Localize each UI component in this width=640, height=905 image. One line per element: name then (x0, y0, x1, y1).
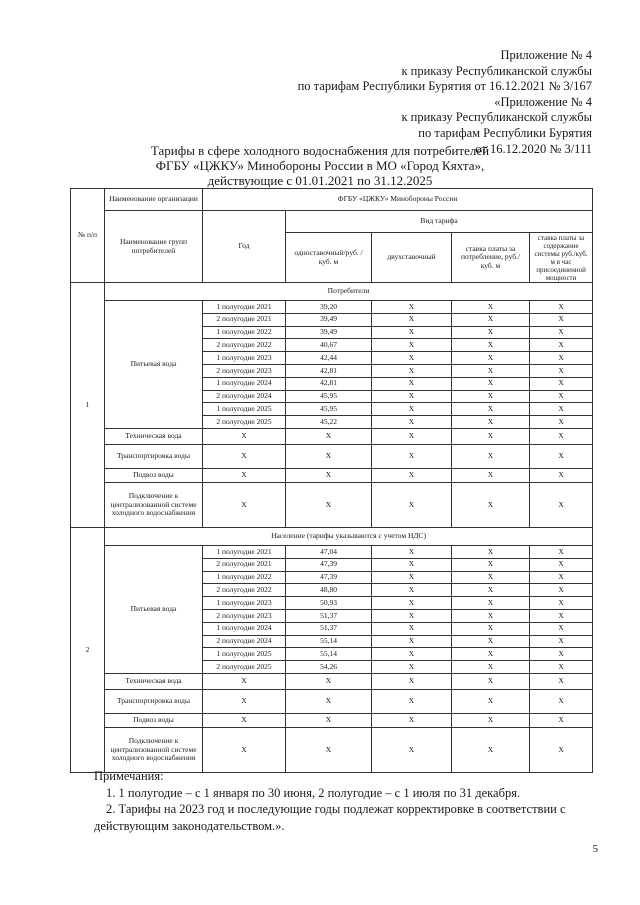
single-rate-cell: 42,81 (286, 377, 372, 390)
note-item: 1. 1 полугодие – с 1 января по 30 июня, 2 полугодие – с 1 июля по 31 декабря. (106, 785, 521, 800)
period-cell: 1 полугодие 2022 (203, 571, 286, 584)
section-title: Население (тарифы указываются с учетом НДС) (105, 527, 593, 545)
rate-maint-cell: X (530, 326, 593, 339)
single-rate-cell: 39,20 (286, 301, 372, 314)
rate-maint-cell: X (530, 727, 593, 772)
period-cell: 2 полугодие 2025 (203, 416, 286, 429)
org-name: ФГБУ «ЦЖКУ» Минобороны России (203, 189, 593, 211)
rate-use-cell: X (452, 609, 530, 622)
rate-maint-cell: X (530, 428, 593, 444)
rate-use-cell: X (452, 416, 530, 429)
period-cell: X (203, 727, 286, 772)
two-rate-cell: X (372, 352, 452, 365)
two-rate-cell: X (372, 428, 452, 444)
two-rate-cell: X (372, 339, 452, 352)
two-rate-cell: X (372, 689, 452, 713)
single-rate-cell: 51,37 (286, 609, 372, 622)
single-rate-cell: 45,95 (286, 403, 372, 416)
col-group-header: Наименование групп потребителей (105, 211, 203, 283)
table-row (71, 482, 593, 527)
col-org-header: Наименование организации (105, 189, 203, 211)
rate-maint-cell: X (530, 416, 593, 429)
single-rate-cell: 54,26 (286, 661, 372, 674)
two-rate-cell: X (372, 416, 452, 429)
single-rate-cell: X (286, 713, 372, 727)
rate-maint-cell: X (530, 558, 593, 571)
group-name: Подключение к централизованной системе холодного водоснабжения (105, 482, 203, 527)
period-cell: 1 полугодие 2022 (203, 326, 286, 339)
header-block (298, 48, 592, 157)
two-rate-cell: X (372, 673, 452, 689)
rate-maint-cell: X (530, 635, 593, 648)
rate-maint-cell: X (530, 403, 593, 416)
single-rate-cell: X (286, 444, 372, 468)
two-rate-cell: X (372, 313, 452, 326)
rate-use-cell: X (452, 313, 530, 326)
two-rate-cell: X (372, 364, 452, 377)
rate-maint-cell: X (530, 352, 593, 365)
group-name: Подвоз воды (105, 713, 203, 727)
tariff-table (70, 188, 593, 773)
rate-maint-cell: X (530, 468, 593, 482)
table-row (71, 689, 593, 713)
two-rate-cell: X (372, 301, 452, 314)
rate-use-cell: X (452, 301, 530, 314)
rate-use-cell: X (452, 597, 530, 610)
two-rate-cell: X (372, 609, 452, 622)
rate-maint-cell: X (530, 713, 593, 727)
rate-use-cell: X (452, 713, 530, 727)
col-rate-maint-header: ставка платы за содержание системы руб./куб. м в час присоединенной мощности (530, 233, 593, 283)
period-cell: 2 полугодие 2024 (203, 390, 286, 403)
period-cell: 1 полугодие 2021 (203, 545, 286, 558)
single-rate-cell: 47,39 (286, 571, 372, 584)
period-cell: 1 полугодие 2024 (203, 622, 286, 635)
period-cell: 1 полугодие 2025 (203, 648, 286, 661)
rate-maint-cell: X (530, 390, 593, 403)
rate-use-cell: X (452, 571, 530, 584)
two-rate-cell: X (372, 584, 452, 597)
single-rate-cell: 55,14 (286, 635, 372, 648)
group-name: Питьевая вода (105, 545, 203, 673)
rate-maint-cell: X (530, 545, 593, 558)
rate-use-cell: X (452, 635, 530, 648)
rate-maint-cell: X (530, 584, 593, 597)
single-rate-cell: X (286, 727, 372, 772)
rate-use-cell: X (452, 352, 530, 365)
period-cell: 1 полугодие 2024 (203, 377, 286, 390)
period-cell: 2 полугодие 2022 (203, 339, 286, 352)
rate-use-cell: X (452, 689, 530, 713)
table-row (71, 428, 593, 444)
rate-use-cell: X (452, 661, 530, 674)
table-row (71, 444, 593, 468)
two-rate-cell: X (372, 648, 452, 661)
period-cell: 2 полугодие 2021 (203, 558, 286, 571)
rate-use-cell: X (452, 727, 530, 772)
two-rate-cell: X (372, 468, 452, 482)
two-rate-cell: X (372, 713, 452, 727)
col-two-header: двухставочный (372, 233, 452, 283)
two-rate-cell: X (372, 482, 452, 527)
period-cell: 2 полугодие 2023 (203, 609, 286, 622)
period-cell: 2 полугодие 2021 (203, 313, 286, 326)
col-single-header: одноставочный/руб. / куб. м (286, 233, 372, 283)
rate-use-cell: X (452, 545, 530, 558)
period-cell: X (203, 444, 286, 468)
two-rate-cell: X (372, 377, 452, 390)
rate-use-cell: X (452, 648, 530, 661)
period-cell: 1 полугодие 2023 (203, 352, 286, 365)
group-name: Подключение к централизованной системе холодного водоснабжения (105, 727, 203, 772)
header-line: к приказу Республиканской службы (401, 63, 592, 78)
section-number: 2 (71, 527, 105, 772)
notes (94, 768, 599, 834)
rate-maint-cell: X (530, 673, 593, 689)
rate-maint-cell: X (530, 364, 593, 377)
table-row (71, 545, 593, 558)
single-rate-cell: 45,95 (286, 390, 372, 403)
group-name: Техническая вода (105, 673, 203, 689)
two-rate-cell: X (372, 545, 452, 558)
single-rate-cell: 40,67 (286, 339, 372, 352)
rate-use-cell: X (452, 558, 530, 571)
two-rate-cell: X (372, 403, 452, 416)
rate-use-cell: X (452, 584, 530, 597)
single-rate-cell: 48,80 (286, 584, 372, 597)
period-cell: 2 полугодие 2024 (203, 635, 286, 648)
header-line: «Приложение № 4 (494, 94, 592, 109)
single-rate-cell: 39,49 (286, 326, 372, 339)
header-line: по тарифам Республики Бурятия от 16.12.2021 № 3/167 (297, 79, 592, 94)
two-rate-cell: X (372, 727, 452, 772)
single-rate-cell: X (286, 673, 372, 689)
rate-maint-cell: X (530, 301, 593, 314)
single-rate-cell: 39,49 (286, 313, 372, 326)
period-cell: 1 полугодие 2023 (203, 597, 286, 610)
rate-maint-cell: X (530, 622, 593, 635)
two-rate-cell: X (372, 571, 452, 584)
rate-use-cell: X (452, 428, 530, 444)
rate-use-cell: X (452, 468, 530, 482)
single-rate-cell: 47,04 (286, 545, 372, 558)
two-rate-cell: X (372, 622, 452, 635)
rate-use-cell: X (452, 403, 530, 416)
two-rate-cell: X (372, 597, 452, 610)
rate-maint-cell: X (530, 482, 593, 527)
two-rate-cell: X (372, 661, 452, 674)
single-rate-cell: 45,22 (286, 416, 372, 429)
period-cell: X (203, 689, 286, 713)
section-title: Потребители (105, 283, 593, 301)
header-line: от 16.12.2020 № 3/111 (475, 141, 592, 156)
period-cell: 2 полугодие 2025 (203, 661, 286, 674)
col-rate-use-header: ставка платы за потребление, руб./ куб. м (452, 233, 530, 283)
single-rate-cell: X (286, 689, 372, 713)
header-line: к приказу Республиканской службы (401, 110, 592, 125)
rate-use-cell: X (452, 364, 530, 377)
section-title-row (71, 283, 593, 301)
section-number: 1 (71, 283, 105, 528)
single-rate-cell: 55,14 (286, 648, 372, 661)
period-cell: 2 полугодие 2022 (203, 584, 286, 597)
table-row (71, 713, 593, 727)
table-row (71, 673, 593, 689)
two-rate-cell: X (372, 444, 452, 468)
period-cell: 2 полугодие 2023 (203, 364, 286, 377)
period-cell: X (203, 468, 286, 482)
rate-maint-cell: X (530, 648, 593, 661)
notes-heading: Примечания: (94, 769, 164, 783)
header-line: Приложение № 4 (500, 48, 592, 62)
note-item: 2. Тарифы на 2023 год и последующие годы подлежат корректировке в соответствии с действующим законодательством.». (94, 802, 566, 833)
rate-maint-cell: X (530, 377, 593, 390)
group-name: Транспортировка воды (105, 444, 203, 468)
col-year-header: Год (203, 211, 286, 283)
single-rate-cell: 42,81 (286, 364, 372, 377)
two-rate-cell: X (372, 635, 452, 648)
rate-maint-cell: X (530, 661, 593, 674)
rate-use-cell: X (452, 339, 530, 352)
rate-use-cell: X (452, 377, 530, 390)
rate-use-cell: X (452, 482, 530, 527)
single-rate-cell: X (286, 428, 372, 444)
group-name: Техническая вода (105, 428, 203, 444)
period-cell: 1 полугодие 2025 (203, 403, 286, 416)
table-row (71, 727, 593, 772)
rate-maint-cell: X (530, 339, 593, 352)
rate-use-cell: X (452, 326, 530, 339)
title-line: действующие с 01.01.2021 по 31.12.2025 (207, 173, 433, 188)
title-line: Тарифы в сфере холодного водоснабжения для потребителей (150, 143, 490, 158)
period-cell: 1 полугодие 2021 (203, 301, 286, 314)
two-rate-cell: X (372, 326, 452, 339)
rate-use-cell: X (452, 622, 530, 635)
period-cell: X (203, 673, 286, 689)
rate-maint-cell: X (530, 609, 593, 622)
rate-maint-cell: X (530, 689, 593, 713)
title-line: ФГБУ «ЦЖКУ» Минобороны России в МО «Город Кяхта», (155, 158, 485, 173)
header-line: по тарифам Республики Бурятия (418, 125, 592, 140)
rate-use-cell: X (452, 673, 530, 689)
rate-maint-cell: X (530, 313, 593, 326)
rate-maint-cell: X (530, 597, 593, 610)
single-rate-cell: 42,44 (286, 352, 372, 365)
group-name: Транспортировка воды (105, 689, 203, 713)
rate-maint-cell: X (530, 444, 593, 468)
table-row (71, 468, 593, 482)
rate-maint-cell: X (530, 571, 593, 584)
single-rate-cell: 50,93 (286, 597, 372, 610)
section-title-row (71, 527, 593, 545)
period-cell: X (203, 713, 286, 727)
tariff-type-header: Вид тарифа (286, 211, 593, 233)
single-rate-cell: 47,39 (286, 558, 372, 571)
single-rate-cell: X (286, 482, 372, 527)
group-name: Питьевая вода (105, 301, 203, 429)
single-rate-cell: X (286, 468, 372, 482)
rate-use-cell: X (452, 444, 530, 468)
period-cell: X (203, 428, 286, 444)
two-rate-cell: X (372, 558, 452, 571)
col-num-header: № п/п (71, 189, 105, 283)
rate-use-cell: X (452, 390, 530, 403)
page-number: 5 (592, 843, 598, 855)
group-name: Подвоз воды (105, 468, 203, 482)
period-cell: X (203, 482, 286, 527)
two-rate-cell: X (372, 390, 452, 403)
document-title (120, 143, 520, 188)
single-rate-cell: 51,37 (286, 622, 372, 635)
table-row (71, 301, 593, 314)
